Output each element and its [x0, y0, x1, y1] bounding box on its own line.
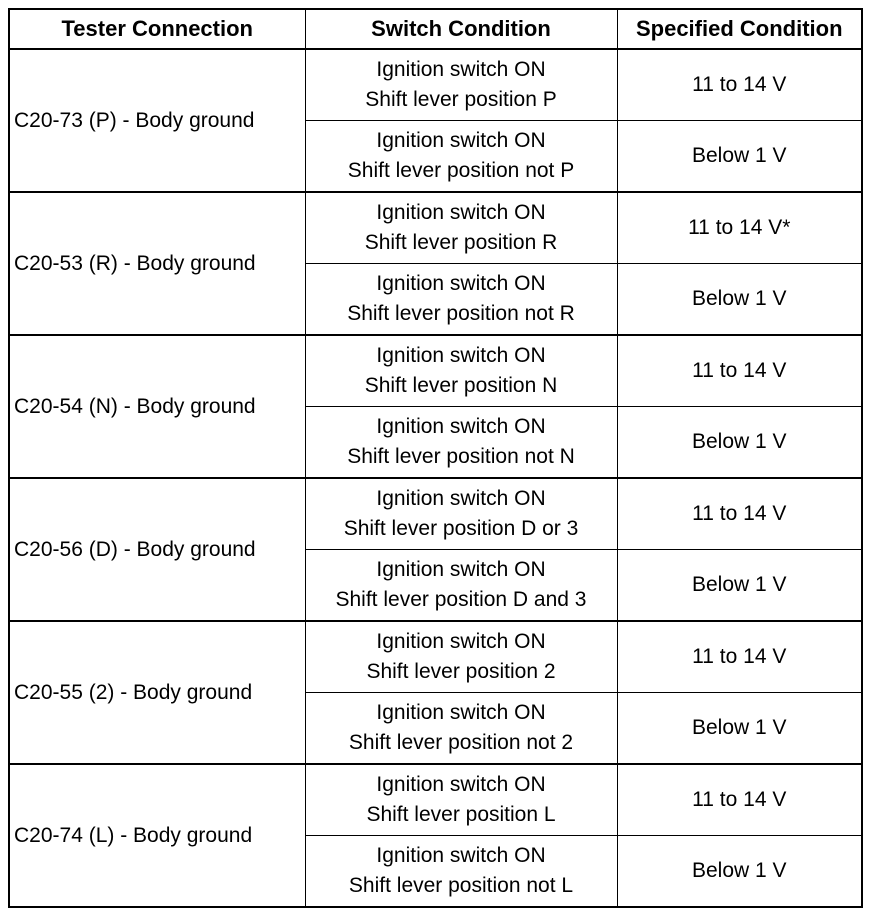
- switch-condition-cell: [305, 264, 617, 336]
- table-row: [9, 478, 862, 550]
- switch-condition-cell: [305, 121, 617, 193]
- condition-line-2: Shift lever position P: [365, 88, 557, 111]
- table-row: [9, 49, 862, 121]
- condition-line-1: Ignition switch ON: [376, 773, 546, 796]
- condition-line-2: Shift lever position R: [364, 231, 558, 254]
- condition-line-2: Shift lever position not R: [347, 302, 575, 325]
- condition-line-1: Ignition switch ON: [376, 415, 546, 438]
- condition-line-2: Shift lever position N: [364, 374, 558, 397]
- condition-line-1: Ignition switch ON: [376, 129, 546, 152]
- specified-condition-cell: 11 to 14 V: [617, 764, 862, 836]
- header-switch-condition: Switch Condition: [305, 9, 617, 49]
- switch-condition-cell: [305, 192, 617, 264]
- specified-condition-cell: Below 1 V: [617, 550, 862, 622]
- switch-condition-cell: [305, 764, 617, 836]
- specified-condition-cell: Below 1 V: [617, 264, 862, 336]
- condition-line-2: Shift lever position not L: [348, 874, 574, 897]
- switch-condition-cell: [305, 49, 617, 121]
- condition-line-1: Ignition switch ON: [376, 58, 546, 81]
- switch-condition-cell: [305, 335, 617, 407]
- switch-condition-cell: [305, 621, 617, 693]
- table-row: [9, 621, 862, 693]
- switch-condition-cell: [305, 693, 617, 765]
- header-row: [9, 9, 862, 49]
- condition-line-1: Ignition switch ON: [376, 630, 546, 653]
- condition-line-1: Ignition switch ON: [376, 558, 546, 581]
- specified-condition-cell: Below 1 V: [617, 836, 862, 908]
- switch-condition-cell: [305, 550, 617, 622]
- condition-line-1: Ignition switch ON: [376, 701, 546, 724]
- switch-condition-cell: [305, 836, 617, 908]
- header-specified-condition: Specified Condition: [617, 9, 862, 49]
- switch-condition-cell: [305, 407, 617, 479]
- tester-connection-cell: C20-74 (L) - Body ground: [9, 764, 305, 907]
- specified-condition-cell: Below 1 V: [617, 407, 862, 479]
- specified-condition-cell: 11 to 14 V: [617, 49, 862, 121]
- specified-condition-cell: 11 to 14 V*: [617, 192, 862, 264]
- inspection-table-container: [8, 8, 861, 908]
- tester-connection-cell: C20-56 (D) - Body ground: [9, 478, 305, 621]
- specified-condition-cell: 11 to 14 V: [617, 478, 862, 550]
- specified-condition-cell: 11 to 14 V: [617, 621, 862, 693]
- specified-condition-cell: Below 1 V: [617, 693, 862, 765]
- condition-line-1: Ignition switch ON: [376, 844, 546, 867]
- table-row: [9, 335, 862, 407]
- tester-connection-cell: C20-53 (R) - Body ground: [9, 192, 305, 335]
- condition-line-2: Shift lever position D or 3: [343, 517, 579, 540]
- table-row: [9, 764, 862, 836]
- condition-line-2: Shift lever position 2: [366, 660, 556, 683]
- specified-condition-cell: 11 to 14 V: [617, 335, 862, 407]
- tester-connection-cell: C20-73 (P) - Body ground: [9, 49, 305, 192]
- tester-connection-cell: C20-55 (2) - Body ground: [9, 621, 305, 764]
- condition-line-1: Ignition switch ON: [376, 272, 546, 295]
- condition-line-2: Shift lever position D and 3: [335, 588, 587, 611]
- condition-line-2: Shift lever position not N: [347, 445, 575, 468]
- condition-line-2: Shift lever position not 2: [348, 731, 574, 754]
- header-tester-connection: Tester Connection: [9, 9, 305, 49]
- condition-line-1: Ignition switch ON: [376, 487, 546, 510]
- condition-line-2: Shift lever position L: [366, 803, 556, 826]
- inspection-table: [8, 8, 863, 908]
- condition-line-1: Ignition switch ON: [376, 344, 546, 367]
- table-row: [9, 192, 862, 264]
- condition-line-1: Ignition switch ON: [376, 201, 546, 224]
- tester-connection-cell: C20-54 (N) - Body ground: [9, 335, 305, 478]
- specified-condition-cell: Below 1 V: [617, 121, 862, 193]
- condition-line-2: Shift lever position not P: [347, 159, 575, 182]
- switch-condition-cell: [305, 478, 617, 550]
